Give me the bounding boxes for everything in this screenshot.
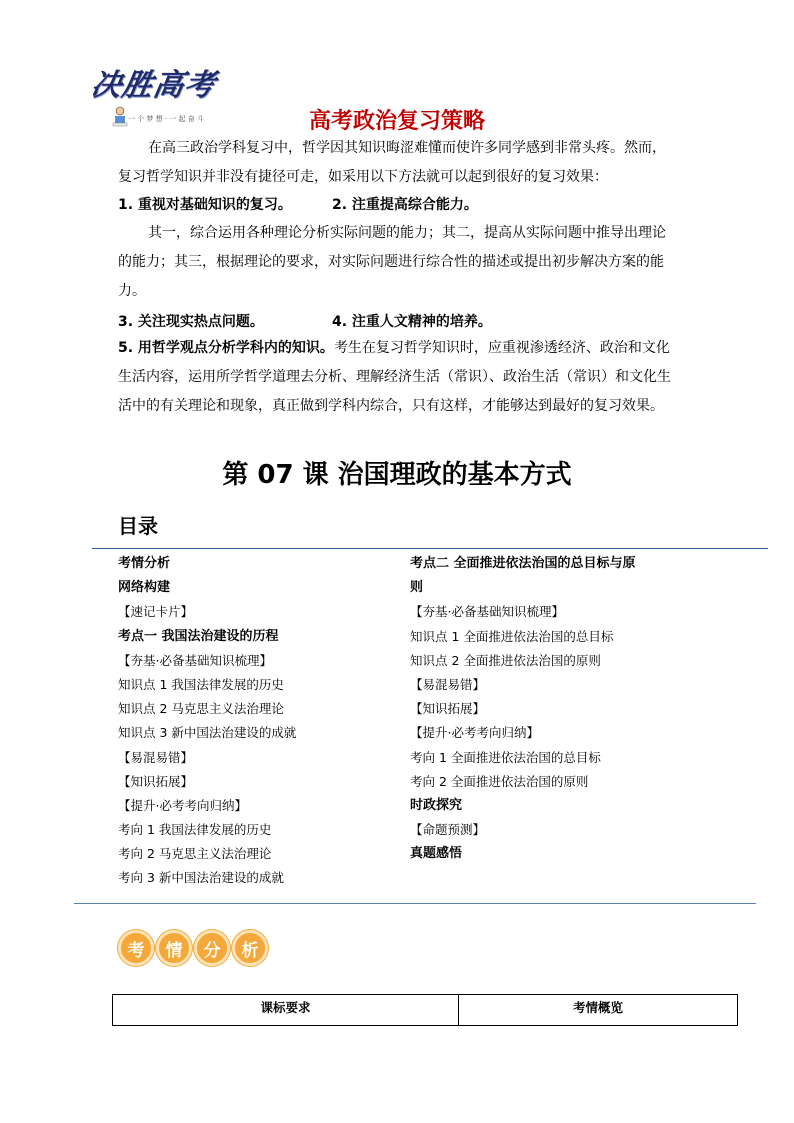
toc-item[interactable]: 【命题预测】 bbox=[410, 822, 486, 838]
method-5: 5. 用哲学观点分析学科内的知识。 bbox=[118, 340, 334, 356]
method-5-text: 考生在复习哲学知识时，应重视渗透经济、政治和文化生活内容，运用所学哲学道理去分析、理解经济生活（常识）、政治生活（常识）和文化生活中的有关理论和现象，真正做到学科内综合，只有这样，才能够达到最好的复习效果。 bbox=[118, 340, 671, 414]
toc-item[interactable]: 【夯基·必备基础知识梳理】 bbox=[410, 604, 564, 620]
method-2: 2. 注重提高综合能力。 bbox=[332, 197, 478, 213]
toc-item[interactable]: 时政探究 bbox=[410, 797, 463, 813]
toc-item[interactable]: 则 bbox=[410, 580, 424, 596]
intro-paragraph: 在高三政治学科复习中，哲学因其知识晦涩难懂而使许多同学感到非常头疼。然而，复习哲学知识并非没有捷径可走，如采用以下方法就可以起到很好的复习效果： bbox=[118, 140, 666, 185]
table-header-cell: 考情概览 bbox=[459, 995, 738, 1026]
toc-item[interactable]: 考向 2 全面推进依法治国的原则 bbox=[410, 773, 589, 789]
toc-item[interactable]: 【易混易错】 bbox=[118, 749, 194, 765]
strategy-title: 高考政治复习策略 bbox=[308, 109, 485, 134]
table-header-row bbox=[113, 995, 738, 1026]
toc-item[interactable]: 考向 3 新中国法治建设的成就 bbox=[118, 870, 284, 886]
toc-item[interactable]: 【知识拓展】 bbox=[118, 773, 194, 789]
badge-character: 情 bbox=[156, 930, 192, 966]
table-header-cell: 课标要求 bbox=[113, 995, 459, 1026]
badge-character: 分 bbox=[194, 930, 230, 966]
toc-item[interactable]: 【易混易错】 bbox=[410, 676, 486, 692]
requirements-table bbox=[112, 994, 738, 1026]
toc-item[interactable]: 知识点 3 新中国法治建设的成就 bbox=[118, 725, 297, 741]
toc-left-column bbox=[118, 552, 296, 891]
toc-right-column bbox=[410, 552, 636, 866]
method-1: 1. 重视对基础知识的复习。 bbox=[118, 197, 292, 213]
toc-item[interactable]: 知识点 1 我国法律发展的历史 bbox=[118, 676, 284, 692]
toc-item[interactable]: 【速记卡片】 bbox=[118, 604, 194, 620]
toc-item[interactable]: 【提升·必考考向归纳】 bbox=[118, 797, 247, 813]
toc-item[interactable]: 考向 1 我国法律发展的历史 bbox=[118, 822, 272, 838]
badge-character: 析 bbox=[232, 930, 268, 966]
method-4: 4. 注重人文精神的培养。 bbox=[332, 314, 492, 330]
toc-item[interactable]: 考点二 全面推进依法治国的总目标与原 bbox=[410, 556, 636, 571]
toc-heading: 目录 bbox=[118, 514, 158, 538]
logo-slogan: 一 个 梦 想 · 一 起 奋 斗 bbox=[128, 115, 205, 123]
toc-item[interactable]: 真题感悟 bbox=[410, 846, 463, 862]
toc-item[interactable]: 考向 2 马克思主义法治理论 bbox=[118, 846, 272, 862]
logo-text: 决胜高考 bbox=[88, 68, 219, 103]
toc-item[interactable]: 考情分析 bbox=[118, 556, 171, 571]
toc-top-divider bbox=[92, 548, 768, 549]
method-3: 3. 关注现实热点问题。 bbox=[118, 314, 264, 330]
ability-paragraph: 其一，综合运用各种理论分析实际问题的能力；其二，提高从实际问题中推导出理论的能力；其三，根据理论的要求，对实际问题进行综合性的描述或提出初步解决方案的能力。 bbox=[118, 225, 666, 299]
toc-item[interactable]: 知识点 2 马克思主义法治理论 bbox=[118, 701, 284, 717]
toc-bottom-divider bbox=[74, 903, 756, 904]
method-row-2 bbox=[118, 311, 492, 331]
method-5-paragraph bbox=[118, 334, 678, 421]
lesson-title: 第 07 课 治国理政的基本方式 bbox=[222, 460, 572, 490]
toc-item[interactable]: 网络构建 bbox=[118, 580, 171, 596]
toc-item[interactable]: 考点一 我国法治建设的历程 bbox=[118, 628, 279, 644]
toc-item[interactable]: 【知识拓展】 bbox=[410, 701, 486, 717]
toc-item[interactable]: 知识点 1 全面推进依法治国的总目标 bbox=[410, 628, 614, 644]
badge-character: 考 bbox=[118, 930, 154, 966]
toc-item[interactable]: 【提升·必考考向归纳】 bbox=[410, 725, 539, 741]
toc-item[interactable]: 知识点 2 全面推进依法治国的原则 bbox=[410, 652, 601, 668]
toc-item[interactable]: 【夯基·必备基础知识梳理】 bbox=[118, 652, 272, 668]
toc-item[interactable]: 考向 1 全面推进依法治国的总目标 bbox=[410, 749, 601, 765]
exam-analysis-badge bbox=[118, 930, 268, 966]
method-row-1 bbox=[118, 194, 478, 214]
